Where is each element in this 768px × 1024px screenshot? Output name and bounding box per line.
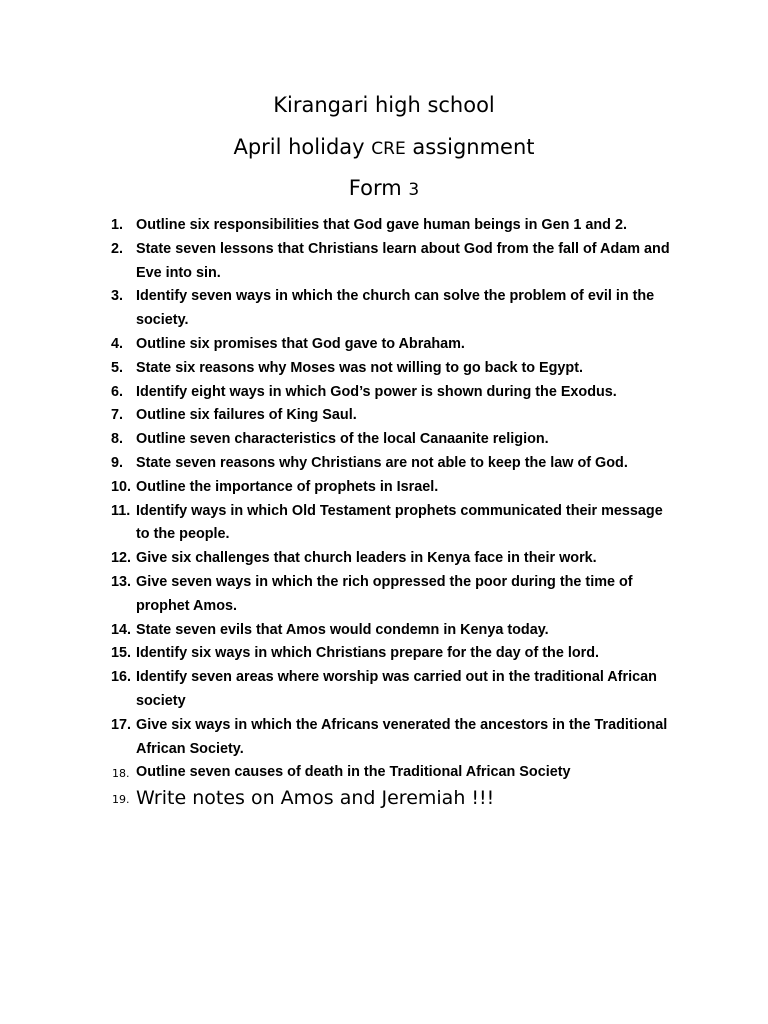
question-text: Identify eight ways in which God’s power is shown during the Exodus. <box>136 383 617 400</box>
form-number: 3 <box>408 180 420 200</box>
question-item <box>0 238 768 286</box>
question-item <box>0 452 768 476</box>
form-heading <box>0 175 768 203</box>
question-item <box>0 476 768 500</box>
question-text: Give seven ways in which the rich oppressed the poor during the time of prophet Amos. <box>136 573 633 614</box>
question-item <box>0 619 768 643</box>
question-item <box>0 547 768 571</box>
question-item <box>0 285 768 333</box>
question-text: State seven evils that Amos would condemn in Kenya today. <box>136 621 549 638</box>
question-number: 4. <box>111 335 124 352</box>
question-text: Outline seven causes of death in the Traditional African Society <box>136 764 571 781</box>
assignment-title-heading <box>0 134 768 162</box>
question-number: 1. <box>111 217 124 233</box>
question-text: Outline seven characteristics of the local Canaanite religion. <box>136 431 549 448</box>
question-item <box>0 428 768 452</box>
assignment-subject: CRE <box>371 139 406 159</box>
question-number: 14. <box>111 621 132 638</box>
question-number: 3. <box>111 288 124 305</box>
question-item <box>0 666 768 714</box>
assignment-title-prefix: April holiday <box>233 135 372 159</box>
question-item <box>0 404 768 428</box>
question-item <box>0 357 768 381</box>
question-text: Identify seven areas where worship was carried out in the traditional African society <box>136 669 657 709</box>
question-item <box>0 785 768 812</box>
question-number: 13. <box>111 573 132 590</box>
form-label: Form <box>348 176 409 200</box>
question-text: Write notes on Amos and Jeremiah !!! <box>136 787 495 810</box>
question-number: 19. <box>112 793 130 807</box>
question-list <box>0 214 768 812</box>
question-number: 6. <box>111 383 124 400</box>
question-number: 9. <box>111 454 124 471</box>
question-item <box>0 214 768 238</box>
question-number: 18. <box>112 767 130 781</box>
question-item <box>0 761 768 785</box>
question-number: 8. <box>111 431 124 448</box>
question-text: State six reasons why Moses was not willing to go back to Egypt. <box>136 359 584 376</box>
question-text: Identify ways in which Old Testament prophets communicated their message to the people. <box>136 502 663 543</box>
question-item <box>0 642 768 666</box>
question-text: Give six ways in which the Africans venerated the ancestors in the Traditional African Society. <box>136 716 668 757</box>
question-item <box>0 500 768 548</box>
question-text: Identify seven ways in which the church can solve the problem of evil in the society. <box>136 288 655 329</box>
question-item <box>0 381 768 405</box>
question-number: 16. <box>111 669 132 686</box>
question-number: 12. <box>111 550 132 567</box>
question-item <box>0 714 768 762</box>
question-text: State seven lessons that Christians learn about God from the fall of Adam and Eve into sin. <box>136 240 670 281</box>
question-number: 10. <box>111 478 132 495</box>
question-number: 11. <box>111 502 131 519</box>
assignment-title-suffix: assignment <box>405 135 535 159</box>
question-number: 2. <box>111 240 124 257</box>
school-name-heading: Kirangari high school <box>273 93 495 117</box>
question-text: Outline the importance of prophets in Israel. <box>136 478 439 495</box>
question-item <box>0 571 768 619</box>
question-text: Outline six failures of King Saul. <box>136 407 357 424</box>
question-number: 5. <box>111 359 124 376</box>
question-number: 15. <box>111 645 132 662</box>
question-text: Give six challenges that church leaders in Kenya face in their work. <box>136 550 597 567</box>
question-text: Outline six promises that God gave to Abraham. <box>136 335 465 352</box>
question-number: 7. <box>111 407 124 424</box>
question-text: Outline six responsibilities that God gave human beings in Gen 1 and 2. <box>136 217 627 233</box>
question-text: Identify six ways in which Christians prepare for the day of the lord. <box>136 645 599 662</box>
question-number: 17. <box>111 716 132 733</box>
question-item <box>0 333 768 357</box>
question-text: State seven reasons why Christians are not able to keep the law of God. <box>136 454 628 471</box>
